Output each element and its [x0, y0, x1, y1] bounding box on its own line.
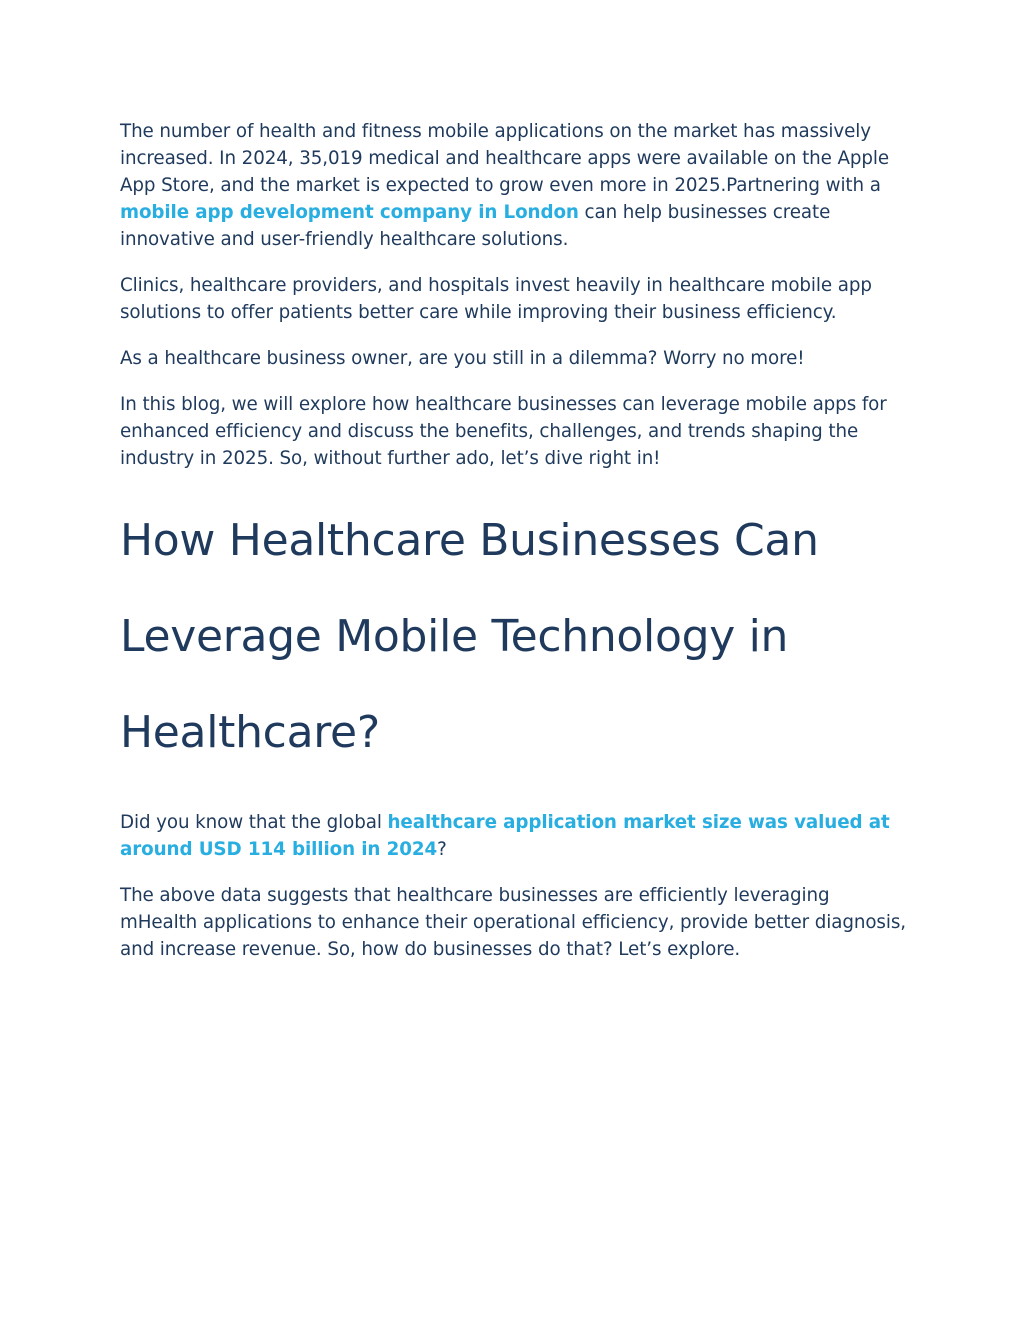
section-paragraph-1-text-a: Did you know that the global	[120, 812, 388, 833]
section-paragraph-2: The above data suggests that healthcare businesses are efficiently leveraging mHealth applications to enhance their operational efficiency, provide better diagnosis, and increase revenue. So, how do businesses do that? Let’s explore.	[120, 885, 906, 960]
document-page	[120, 118, 910, 982]
section-heading: How Healthcare Businesses Can Leverage Mobile Technology in Healthcare?	[120, 515, 819, 758]
intro-paragraph-4: In this blog, we will explore how healthcare businesses can leverage mobile apps for enhanced efficiency and discuss the benefits, challenges, and trends shaping the industry in 2025. So, without further ado, let’s dive right in!	[120, 394, 887, 469]
section-paragraph-1-text-b: ?	[437, 839, 447, 860]
intro-paragraph-2: Clinics, healthcare providers, and hospitals invest heavily in healthcare mobile app solutions to offer patients better care while improving their business efficiency.	[120, 275, 872, 323]
intro-paragraph-1-text-b: can help businesses create innovative and user-friendly healthcare solutions.	[120, 202, 831, 250]
intro-paragraph-3: As a healthcare business owner, are you still in a dilemma? Worry no more!	[120, 348, 805, 369]
intro-paragraph-1-text-a: The number of health and fitness mobile applications on the market has massively increased. In 2024, 35,019 medical and healthcare apps were available on the Apple App Store, and the market is expected to grow even more in 2025.Partnering with a	[120, 121, 890, 196]
intro-paragraph-1	[120, 118, 910, 253]
market-size-link[interactable]: healthcare application market size was valued at around USD 114 billion in 2024	[120, 812, 890, 860]
mobile-app-development-link[interactable]: mobile app development company in London	[120, 202, 579, 223]
section-paragraph-1	[120, 809, 910, 863]
